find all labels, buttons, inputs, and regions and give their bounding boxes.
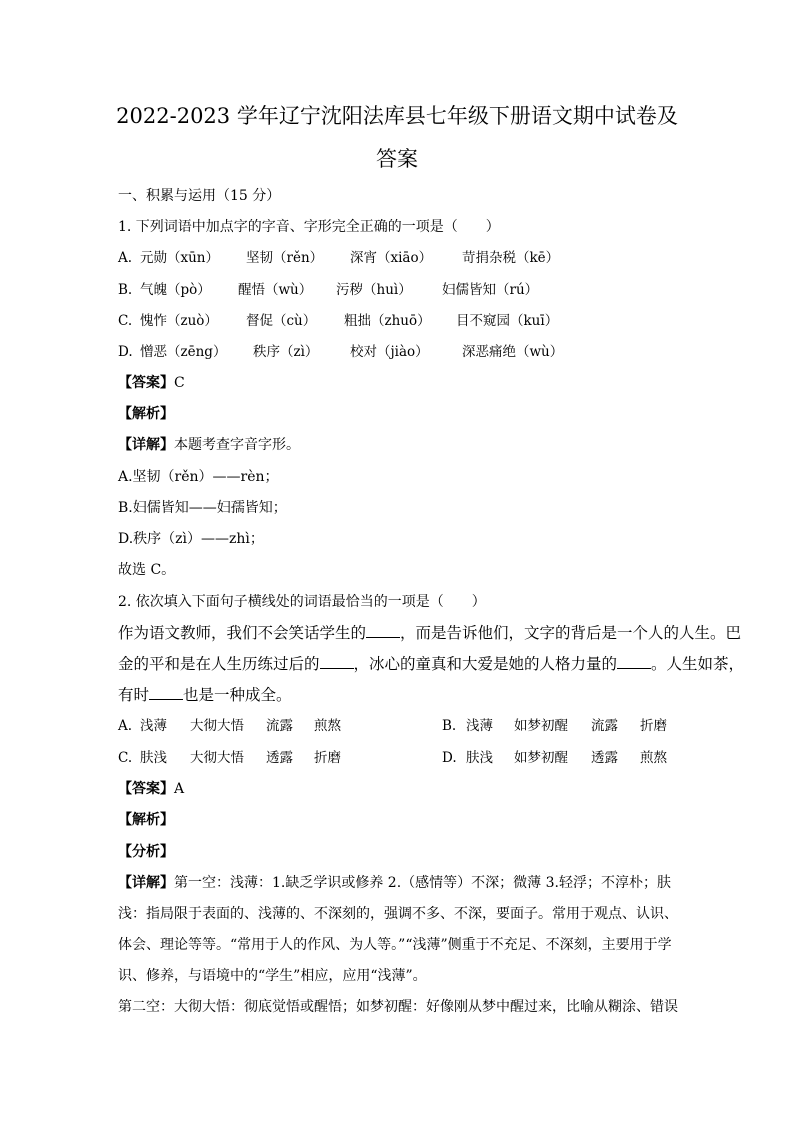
q1-detail-line: D.秩序（zì）——zhì； xyxy=(118,531,264,547)
q2-passage-line xyxy=(118,685,292,705)
option-item: 折磨 xyxy=(314,750,341,766)
option-item: 浅薄 xyxy=(466,718,493,734)
option-item: 肤浅 xyxy=(140,750,167,766)
option-item: 透露 xyxy=(266,750,293,766)
passage-text: 有时 xyxy=(118,686,150,704)
q1-analysis-tag: 【解析】 xyxy=(118,406,174,422)
answer-value: A xyxy=(174,781,185,797)
option-item: 元勋（xūn） xyxy=(140,250,220,266)
option-item: 透露 xyxy=(591,750,618,766)
q1-answer xyxy=(118,373,185,393)
q1-detail-line: A.坚韧（rěn）——rèn； xyxy=(118,469,279,485)
fill-blank xyxy=(366,623,400,638)
option-item: 大彻大悟 xyxy=(190,718,244,734)
q2-passage-line xyxy=(118,654,744,674)
q2-passage-line xyxy=(118,623,741,643)
detail-tag: 【详解】 xyxy=(118,437,174,453)
option-item: 流露 xyxy=(266,718,293,734)
option-item: 如梦初醒 xyxy=(514,718,568,734)
fill-blank xyxy=(320,654,354,669)
option-item: 折磨 xyxy=(640,718,667,734)
option-item: 粗拙（zhuō） xyxy=(344,313,431,329)
option-label: B. xyxy=(118,282,133,298)
option-item: 醒悟（wù） xyxy=(238,282,313,298)
passage-text: 也是一种成全。 xyxy=(183,686,292,704)
option-item: 校对（jiào） xyxy=(350,344,429,360)
q1-detail-line: B.妇儒皆知——妇孺皆知； xyxy=(118,500,287,516)
q2-fenxi-tag: 【分析】 xyxy=(118,844,174,860)
option-item: 流露 xyxy=(591,718,618,734)
passage-text: 金的平和是在人生历练过后的 xyxy=(118,655,320,673)
answer-tag: 【答案】 xyxy=(118,781,174,797)
option-item: 坚韧（rěn） xyxy=(246,250,324,266)
detail-text: 第一空：浅薄：1.缺乏学识或修养 2.（感情等）不深；微薄 3.轻浮；不淳朴；肤 xyxy=(174,875,671,891)
option-label: A. xyxy=(118,250,133,266)
q2-detail-line: 浅：指局限于表面的、浅薄的、不深刻的，强调不多、不深，要面子。常用于观点、认识、 xyxy=(118,906,678,922)
doc-title-line2: 答案 xyxy=(376,147,418,171)
q1-detail xyxy=(118,435,300,455)
option-label: B. xyxy=(442,718,457,734)
option-item: 妇儒皆知（rú） xyxy=(442,282,539,298)
passage-text: 。人生如茶， xyxy=(651,655,745,673)
passage-text: ，而是告诉他们，文字的背后是一个人的人生。巴 xyxy=(400,624,742,642)
answer-tag: 【答案】 xyxy=(118,375,174,391)
fill-blank xyxy=(617,654,651,669)
option-item: 气魄（pò） xyxy=(140,282,211,298)
option-item: 秩序（zì） xyxy=(253,344,319,360)
option-item: 深宵（xiāo） xyxy=(350,250,433,266)
option-item: 肤浅 xyxy=(466,750,493,766)
option-item: 煎熬 xyxy=(640,750,667,766)
option-item: 愧怍（zuò） xyxy=(140,313,218,329)
doc-title-line1: 2022-2023 学年辽宁沈阳法库县七年级下册语文期中试卷及 xyxy=(116,104,678,128)
q2-detail-line: 识、修养，与语境中的“学生”相应，应用“浅薄”。 xyxy=(118,968,427,984)
q2-answer xyxy=(118,779,184,799)
question-2-stem: 2. 依次填入下面句子横线处的词语最恰当的一项是（ ） xyxy=(118,594,486,610)
option-label: A. xyxy=(118,718,133,734)
q2-detail-line xyxy=(118,873,671,893)
detail-tag: 【详解】 xyxy=(118,875,174,891)
option-label: D. xyxy=(118,344,133,360)
option-label: C. xyxy=(118,313,133,329)
option-item: 浅薄 xyxy=(140,718,167,734)
section-heading: 一、积累与运用（15 分） xyxy=(118,188,281,204)
option-item: 目不窥园（kuī） xyxy=(456,313,559,329)
passage-text: ，冰心的童真和大爱是她的人格力量的 xyxy=(353,655,618,673)
q1-detail-line: 故选 C。 xyxy=(118,562,176,578)
option-item: 大彻大悟 xyxy=(190,750,244,766)
detail-text: 本题考查字音字形。 xyxy=(174,437,300,453)
option-label: D. xyxy=(442,750,457,766)
q2-analysis-tag: 【解析】 xyxy=(118,812,174,828)
q2-detail-line: 体会、理论等等。“常用于人的作风、为人等。”“浅薄”侧重于不充足、不深刻，主要用于学 xyxy=(118,937,672,953)
option-item: 督促（cù） xyxy=(246,313,317,329)
option-item: 如梦初醒 xyxy=(514,750,568,766)
passage-text: 作为语文教师，我们不会笑话学生的 xyxy=(118,624,367,642)
option-item: 煎熬 xyxy=(314,718,341,734)
question-1-stem: 1. 下列词语中加点字的字音、字形完全正确的一项是（ ） xyxy=(118,219,500,235)
option-label: C. xyxy=(118,750,133,766)
q2-detail-line: 第二空：大彻大悟：彻底觉悟或醒悟；如梦初醒：好像刚从梦中醒过来，比喻从糊涂、错误 xyxy=(118,999,678,1015)
option-item: 憎恶（zēng） xyxy=(140,344,227,360)
option-item: 污秽（huì） xyxy=(336,282,412,298)
fill-blank xyxy=(149,685,183,700)
option-item: 深恶痛绝（wù） xyxy=(462,344,564,360)
option-item: 苛捐杂税（kē） xyxy=(462,250,560,266)
answer-value: C xyxy=(174,375,185,391)
